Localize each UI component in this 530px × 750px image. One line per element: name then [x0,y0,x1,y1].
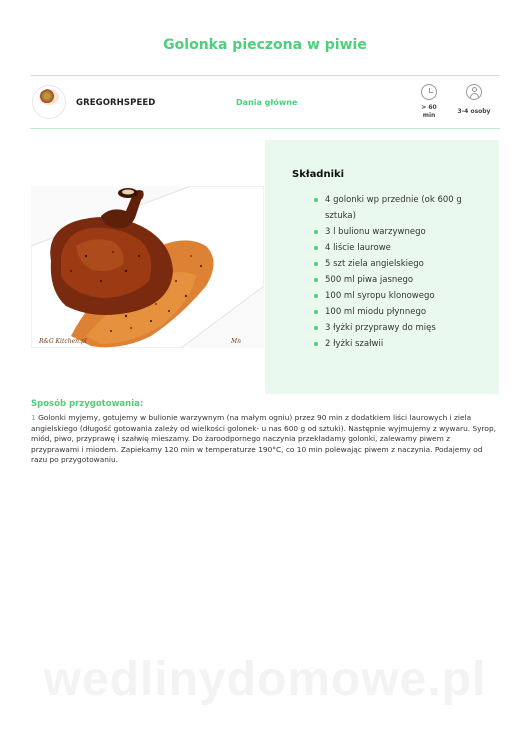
user-icon [466,84,482,100]
photo-caption-left: R&G Kitchen.pl [39,338,87,345]
clock-icon [421,84,437,100]
preparation-step [31,413,499,466]
author-name[interactable]: GREGORHSPEED [76,98,156,108]
ingredient-item: 2 łyżki szałwii [293,336,493,352]
photo-caption-right: Mn [231,338,242,345]
preparation-title: Sposób przygotowania: [31,399,144,409]
avatar-plate-image [39,89,59,105]
ingredient-item: 5 szt ziela angielskiego [293,256,493,272]
ingredient-item: 3 łyżki przyprawy do mięs [293,320,493,336]
ingredient-item: 4 golonki wp przednie (ok 600 g sztuka) [293,192,493,224]
divider-top [30,75,500,76]
author-avatar[interactable] [32,85,66,119]
ingredient-item: 3 l bulionu warzywnego [293,224,493,240]
recipe-photo [31,186,264,348]
ingredient-item: 4 liście laurowe [293,240,493,256]
recipe-category[interactable]: Dania główne [236,98,298,107]
ingredients-title: Składniki [292,169,345,180]
ingredient-item: 100 ml miodu płynnego [293,304,493,320]
recipe-title: Golonka pieczona w piwie [163,37,367,53]
step-number: 1 [31,413,36,422]
ingredient-item: 100 ml syropu klonowego [293,288,493,304]
watermark: wedlinydomowe.pl [43,653,487,706]
servings: 3-4 osoby [457,108,491,115]
ingredients-list [293,192,493,352]
divider-bottom [30,128,500,129]
ingredients-panel [265,140,499,394]
ingredient-item: 500 ml piwa jasnego [293,272,493,288]
prep-time: > 60 min [421,104,437,119]
step-text: Golonki myjemy, gotujemy w bulionie warzywnym (na małym ogniu) przez 90 min z dodatkiem liści laurowych i ziela angielskiego (długość gotowania zależy od wielkości golonek- u nas 600 g od sztuki). Następnie wyjmujemy z wywaru. Syrop, miód, piwo, przyprawę i szałwię mieszamy. Do żaroodpornego naczynia przekładamy golonki, zalewamy piwem z przyprawami i miodem. Zapiekamy 120 min w temperaturze 190°C, co 10 min polewając piwem z naczynia. Podajemy od razu po przygotowaniu. [31,413,496,465]
